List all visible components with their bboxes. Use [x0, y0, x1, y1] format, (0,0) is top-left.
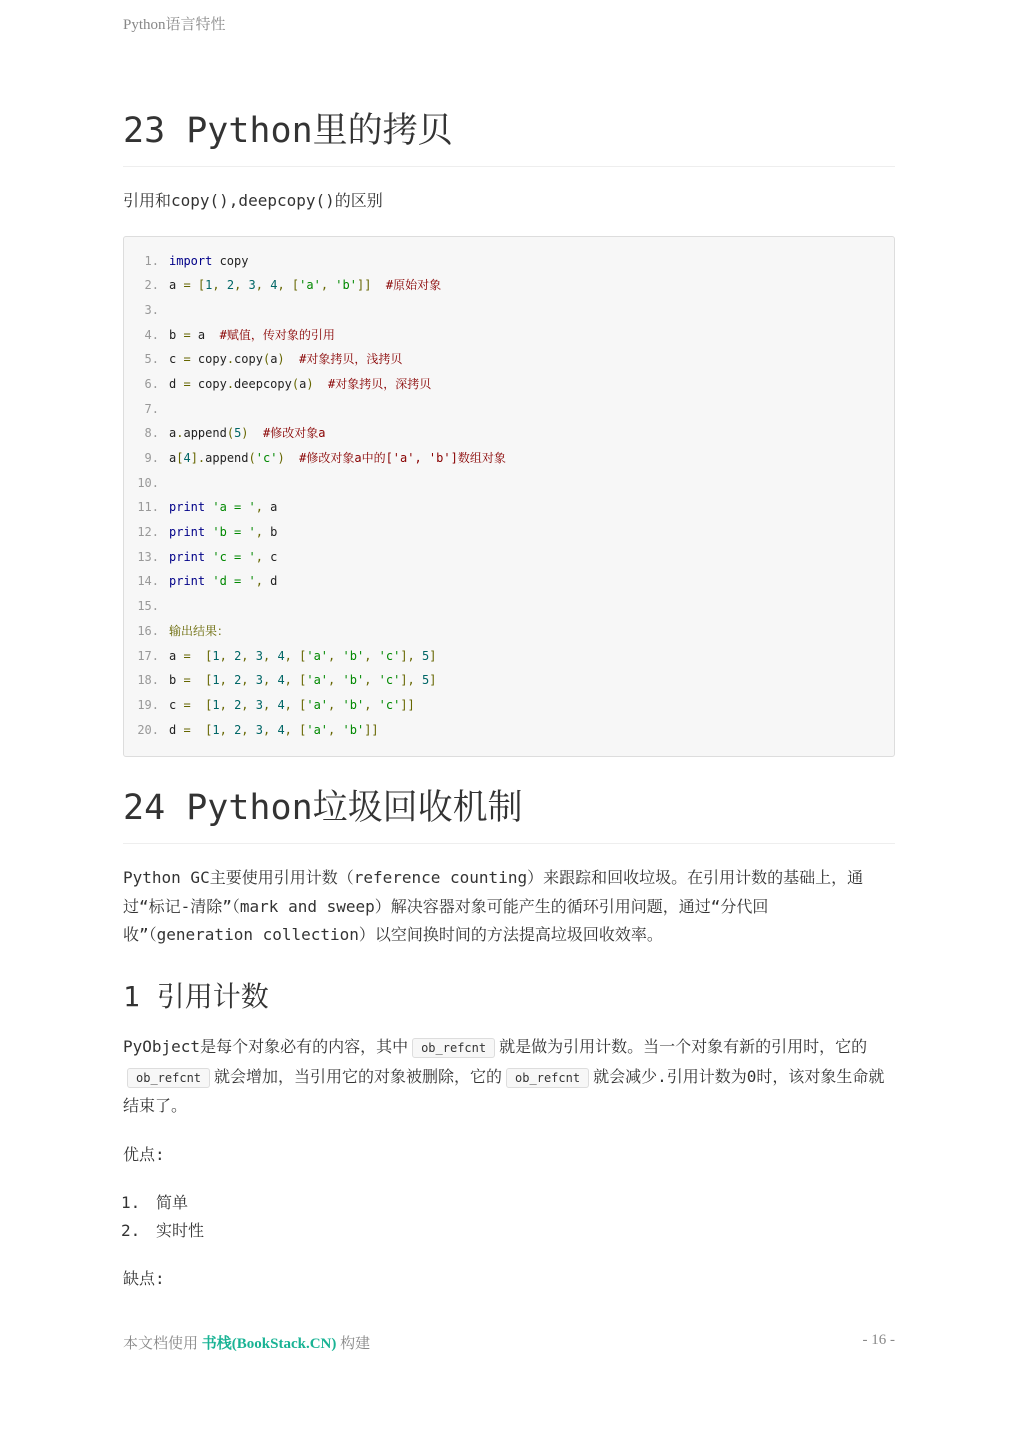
code-token: a	[299, 376, 307, 391]
code-token: 4	[270, 278, 278, 293]
code-token: 'b'	[342, 648, 365, 663]
code-token: 'a'	[306, 722, 329, 737]
code-token: b	[169, 673, 184, 688]
line-number: 16.	[137, 623, 159, 638]
running-header: Python语言特性	[123, 17, 226, 33]
code-token: ,	[364, 697, 379, 712]
code-token: 1	[212, 673, 220, 688]
code-token: [	[205, 697, 213, 712]
code-token: 2	[234, 648, 242, 663]
code-token: ,	[262, 697, 278, 712]
code-token: 1	[205, 278, 213, 293]
code-token: ,	[262, 722, 278, 737]
code-token	[371, 278, 385, 292]
code-token: ],	[400, 648, 423, 663]
code-token: 'b'	[342, 697, 365, 712]
code-token	[191, 649, 205, 663]
code-token	[249, 426, 263, 440]
code-line	[124, 471, 894, 496]
pros-list	[121, 1189, 895, 1245]
line-number: 13.	[137, 549, 159, 564]
inline-code-ob-refcnt: ob_refcnt	[412, 1038, 495, 1058]
code-token: b	[169, 327, 184, 342]
code-token: #赋值，传对象的引用	[219, 327, 335, 342]
code-token: 'a'	[306, 697, 329, 712]
code-token: ,	[328, 722, 343, 737]
code-token: 'a'	[306, 648, 329, 663]
line-number: 3.	[144, 302, 159, 317]
code-token: [	[299, 648, 307, 663]
code-token: .	[226, 376, 235, 391]
code-line	[124, 693, 894, 718]
code-token: 'c'	[378, 697, 401, 712]
code-token: )	[277, 451, 285, 465]
code-token	[191, 673, 205, 687]
code-token: [	[299, 722, 307, 737]
list-item-text: 简单	[156, 1193, 189, 1213]
code-token: print	[169, 525, 206, 540]
code-token: 2	[234, 722, 242, 737]
code-token: a	[190, 327, 220, 342]
page-footer	[123, 1332, 895, 1353]
code-token: =	[183, 722, 191, 737]
line-number: 1.	[144, 253, 159, 268]
code-token: copy	[234, 352, 263, 367]
code-token: .	[176, 426, 184, 441]
code-token: ,	[219, 673, 235, 688]
refcount-text-1: PyObject是每个对象必有的内容，其中	[123, 1037, 409, 1057]
code-token: ,	[284, 648, 300, 663]
code-line	[124, 421, 894, 446]
code-token: a	[270, 352, 278, 367]
code-token: copy	[190, 376, 227, 391]
code-token: a	[169, 451, 177, 465]
code-token: ,	[219, 697, 235, 712]
code-token: ,	[255, 500, 263, 515]
code-token: ,	[328, 697, 343, 712]
cons-label: 缺点:	[123, 1269, 165, 1289]
code-token: 4	[277, 722, 285, 737]
page-content	[123, 110, 895, 1294]
code-line	[124, 619, 894, 644]
line-number: 14.	[137, 574, 159, 589]
code-line	[124, 569, 894, 594]
code-token: [	[299, 673, 307, 688]
code-token: a	[169, 648, 184, 663]
line-number: 19.	[137, 697, 159, 712]
code-line	[124, 249, 894, 274]
code-line	[124, 273, 894, 298]
code-token: ,	[241, 673, 256, 688]
code-token: ,	[320, 278, 336, 293]
line-number: 17.	[137, 648, 159, 663]
code-token: d	[169, 376, 184, 391]
code-token: =	[183, 697, 191, 712]
code-token: 1	[212, 697, 220, 712]
code-token: c	[169, 352, 184, 367]
code-token: 3	[255, 673, 263, 688]
code-token: 'c'	[255, 451, 278, 465]
code-token: 输出结果：	[169, 623, 230, 638]
code-token: 2	[226, 278, 235, 293]
code-token: ,	[241, 648, 256, 663]
code-token: ].	[190, 451, 206, 465]
line-number: 20.	[137, 722, 159, 737]
code-line	[124, 644, 894, 669]
code-token: ,	[212, 278, 227, 293]
code-token	[285, 451, 299, 465]
code-token: 'a = '	[212, 500, 256, 515]
code-token	[191, 723, 205, 737]
code-token: 1	[212, 722, 220, 737]
code-token: 3	[255, 722, 263, 737]
code-line	[124, 446, 894, 471]
code-token: copy	[190, 352, 227, 367]
code-token: ]	[429, 673, 437, 688]
line-number: 18.	[137, 673, 159, 688]
code-token: ,	[364, 648, 379, 663]
code-token: ,	[364, 673, 379, 688]
code-line	[124, 520, 894, 545]
pros-label: 优点:	[123, 1144, 165, 1164]
code-token: #对象拷贝，浅拷贝	[299, 352, 403, 367]
code-token: 'a'	[299, 278, 321, 293]
code-token: ,	[277, 278, 292, 293]
code-token: append	[205, 451, 249, 465]
code-token	[314, 377, 328, 391]
refcount-text-4: 就会减少.引用计数为0时，该对象生命就结束了。	[123, 1066, 885, 1116]
code-line	[124, 545, 894, 570]
code-line	[124, 323, 894, 348]
code-token: d	[262, 574, 278, 589]
code-token: 4	[277, 673, 285, 688]
code-token	[285, 352, 299, 366]
code-token: 'c'	[378, 648, 401, 663]
line-number: 7.	[144, 401, 159, 416]
code-token: ,	[262, 673, 278, 688]
code-token: =	[183, 376, 191, 391]
line-number: 2.	[144, 278, 159, 293]
list-item-text: 实时性	[156, 1221, 205, 1241]
code-token: 'b'	[342, 673, 365, 688]
code-token: a	[169, 426, 177, 441]
code-token: ]]	[400, 697, 415, 712]
line-number: 12.	[137, 525, 159, 540]
code-token: 5	[422, 673, 430, 688]
code-token: ,	[255, 278, 271, 293]
footer-brand-link[interactable]: 书栈(BookStack.CN)	[201, 1336, 337, 1352]
code-token: ]	[429, 648, 437, 663]
code-token: print	[169, 574, 206, 589]
refcount-text-2: 就是做为引用计数。当一个对象有新的引用时，它的	[499, 1037, 868, 1057]
code-token: ,	[234, 278, 249, 293]
list-item	[121, 1189, 895, 1217]
code-token: (	[226, 426, 235, 441]
code-token: 'b'	[342, 722, 365, 737]
code-token: ,	[219, 722, 235, 737]
code-token: ,	[284, 673, 300, 688]
code-token: append	[183, 426, 227, 441]
code-token: c	[169, 697, 184, 712]
code-token: [	[176, 451, 184, 465]
line-number: 15.	[137, 599, 159, 614]
code-token: [	[197, 278, 206, 293]
code-token: a	[262, 500, 278, 515]
code-line	[124, 668, 894, 693]
code-token: ,	[255, 574, 263, 589]
code-token: )	[241, 426, 249, 441]
code-token: 'd = '	[212, 574, 256, 589]
list-item-number: 1.	[121, 1193, 141, 1213]
code-token: 1	[212, 648, 220, 663]
code-token: c	[262, 549, 278, 564]
code-token: ,	[262, 648, 278, 663]
inline-code-ob-refcnt: ob_refcnt	[127, 1068, 210, 1088]
code-token: 4	[277, 648, 285, 663]
code-token: import	[169, 253, 213, 268]
code-token: 2	[234, 673, 242, 688]
code-token: copy	[212, 253, 249, 268]
code-token: 2	[234, 697, 242, 712]
section-24-title: 24 Python垃圾回收机制	[123, 787, 895, 844]
code-token: =	[183, 352, 191, 367]
code-token: #修改对象a	[262, 426, 326, 441]
code-token: #修改对象a中的['a', 'b']数组对象	[299, 451, 506, 465]
code-token: 4	[277, 697, 285, 712]
code-line	[124, 495, 894, 520]
code-token: ,	[284, 697, 300, 712]
line-number: 6.	[144, 376, 159, 391]
code-token: #原始对象	[385, 278, 442, 293]
line-number: 4.	[144, 327, 159, 342]
code-token: ,	[219, 648, 235, 663]
section-23-intro: 引用和copy(),deepcopy()的区别	[123, 191, 383, 210]
code-token: d	[169, 722, 184, 737]
line-number: 11.	[137, 500, 159, 515]
code-token: ],	[400, 673, 423, 688]
code-token	[191, 698, 205, 712]
code-line	[124, 372, 894, 397]
code-token: a	[169, 278, 184, 293]
section-23-title: 23 Python里的拷贝	[123, 110, 895, 167]
code-token: 'a'	[306, 673, 329, 688]
code-token: 3	[255, 697, 263, 712]
inline-code-ob-refcnt: ob_refcnt	[506, 1068, 589, 1088]
code-token: )	[306, 376, 314, 391]
code-token: print	[169, 549, 206, 564]
code-token: 'b'	[335, 278, 357, 293]
footer-suffix: 构建	[340, 1336, 371, 1352]
code-token: 'c'	[378, 673, 401, 688]
code-token	[191, 278, 198, 292]
code-line	[124, 298, 894, 323]
subsection-1-title: 1 引用计数	[123, 979, 269, 1013]
code-token: =	[183, 648, 191, 663]
code-token: ,	[255, 525, 263, 540]
code-token: ,	[255, 549, 263, 564]
code-line	[124, 347, 894, 372]
code-token: [	[205, 673, 213, 688]
code-token: =	[183, 673, 191, 688]
code-token: [	[205, 648, 213, 663]
code-token: 'b = '	[212, 525, 256, 540]
code-token: ]]	[356, 278, 372, 293]
code-token: =	[183, 327, 191, 342]
code-token: (	[248, 451, 256, 465]
code-token: [	[205, 722, 213, 737]
code-token: 5	[422, 648, 430, 663]
code-token: (	[262, 352, 271, 367]
code-token: 5	[234, 426, 242, 441]
code-token: 3	[255, 648, 263, 663]
refcount-text-3: 就会增加，当引用它的对象被删除，它的	[214, 1066, 503, 1086]
code-token: b	[262, 525, 278, 540]
line-number: 10.	[137, 475, 159, 490]
code-token: ,	[328, 648, 343, 663]
line-number: 8.	[144, 426, 159, 441]
code-token: deepcopy	[234, 376, 292, 391]
code-token: [	[291, 278, 300, 293]
code-block	[123, 236, 895, 758]
page-number: - 16 -	[862, 1332, 895, 1348]
code-token: ,	[241, 697, 256, 712]
code-token: #对象拷贝，深拷贝	[328, 376, 432, 391]
code-token: ]]	[364, 722, 379, 737]
code-token: print	[169, 500, 206, 515]
line-number: 5.	[144, 352, 159, 367]
code-token: (	[291, 376, 300, 391]
section-24-intro: Python GC主要使用引用计数（reference counting）来跟踪和回收垃圾。在引用计数的基础上，通过“标记-清除”（mark and sweep）解决容器对象可能产生的循环引用问题，通过“分代回收”（generation collection）以空间换时间的方法提高垃圾回收效率。	[123, 868, 864, 945]
list-item-number: 2.	[121, 1221, 141, 1241]
code-token: [	[299, 697, 307, 712]
code-token: )	[277, 352, 285, 367]
code-token: ,	[241, 722, 256, 737]
code-token: =	[183, 278, 191, 293]
line-number: 9.	[144, 451, 159, 465]
code-line	[124, 594, 894, 619]
code-token: ,	[284, 722, 300, 737]
code-token: .	[226, 352, 235, 367]
footer-prefix: 本文档使用	[123, 1336, 199, 1352]
list-item	[121, 1217, 895, 1245]
code-token: 3	[248, 278, 256, 293]
code-line	[124, 397, 894, 422]
code-token: 4	[183, 451, 191, 465]
code-token: ,	[328, 673, 343, 688]
code-line	[124, 718, 894, 743]
refcount-paragraph	[123, 1033, 895, 1121]
code-token: 'c = '	[212, 549, 256, 564]
